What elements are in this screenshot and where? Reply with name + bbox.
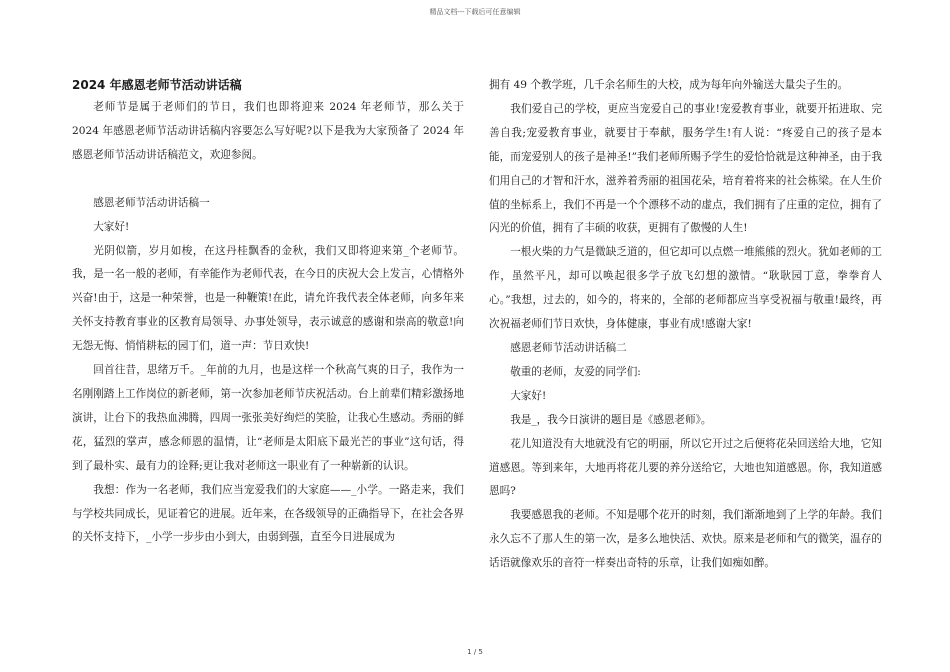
speech2-greeting: 大家好!: [510, 389, 547, 402]
speech1-paragraph-1: 光阴似箭，岁月如梭，在这丹桂飘香的金秋，我们又即将迎来第_个老师节。我，是一名一般的老师，有幸能作为老师代表，在今日的庆祝大会上发言，心情格外兴奋!由于，这是一种荣誉，也是一种鞭策!在此，请允许我代表全体老师，向多年来关怀支持教育事业的区教育局领导、办事处领导，表示诚意的感谢和崇高的敬意!向无怨无悔、悄悄耕耘的园丁们，道一声：节日欢快!: [72, 244, 464, 353]
document-title: 2024 年感恩老师节活动讲话稿: [72, 78, 242, 92]
page-header: 精品文档---下载后可任意编辑: [429, 8, 521, 16]
intro-paragraph: 老师节是属于老师们的节日，我们也即将迎来 2024 年老师节，那么关于 2024 年感恩老师节活动讲话稿内容要怎么写好呢?以下是我为大家预备了 2024 年感恩老师节活动讲话稿范文，欢迎参阅。: [72, 101, 464, 161]
speech2-paragraph-3: 我要感恩我的老师。不知是哪个花开的时刻，我们渐渐地到了上学的年龄。我们永久忘不了那人生的第一次，是多么地快活、欢快。原来是老师和气的微笑，温存的话语就像欢乐的音符一样奏出奇特的乐章，让我们如痴如醉。: [489, 509, 882, 570]
speech1-paragraph-2: 回首往昔，思绪万千。_年前的九月，也是这样一个秋高气爽的日子，我作为一名刚刚踏上工作岗位的新老师，第一次参加老师节庆祝活动。台上前辈们精彩激扬地演讲，让台下的我热血沸腾，四周一张张美好绚烂的笑脸，让我心生感动。秀丽的鲜花，猛烈的掌声，感念师恩的温情，让“老师是太阳底下最光芒的事业”这句话，得到了最朴实、最有力的诠释;更让我对老师这一职业有了一种崭新的认识。: [72, 364, 464, 472]
right-column: [489, 74, 882, 576]
speech2-salutation: 敬重的老师，友爱的同学们:: [510, 365, 641, 378]
speech1-paragraph-4: 我们爱自己的学校，更应当宠爱自己的事业!宠爱教育事业，就要开拓进取、完善自我;宠爱教育事业，就要甘于奉献，服务学生!有人说：“疼爱自己的孩子是本能，而宠爱别人的孩子是神圣!”我们老师所赐予学生的爱恰恰就是这种神圣，由于我们用自己的才智和汗水，滋养着秀丽的祖国花朵，培育着将来的社会栋梁。在人生价值的坐标系上，我们不再是一个个漂移不动的虚点，我们拥有了庄重的定位，拥有了闪光的价值，拥有了丰硕的收获，更拥有了傲慢的人生!: [489, 102, 882, 235]
speech2-paragraph-2: 花儿知道没有大地就没有它的明丽，所以它开过之后便将花朵回送给大地，它知道感恩。等到来年，大地再将花儿要的养分送给它，大地也知道感恩。你，我知道感恩吗?: [489, 437, 882, 498]
speech2-title: 感恩老师节活动讲话稿二: [510, 341, 627, 354]
speech1-paragraph-3: 我想：作为一名老师，我们应当宠爱我们的大家庭——_小学。一路走来，我们与学校共同成长，见证着它的进展。近年来，在各级领导的正确指导下，在社会各界的关怀支持下，_小学一步步由小到大，由弱到强，直至今日进展成为: [72, 483, 464, 544]
speech1-paragraph-3-continued: 拥有 49 个教学班，几千余名师生的大校，成为每年向外输送大量尖子生的。: [489, 79, 849, 91]
left-column: [72, 74, 464, 550]
page-number: 1 / 5: [467, 648, 483, 656]
spacer: [72, 168, 464, 192]
speech1-paragraph-5: 一根火柴的力气是微缺乏道的，但它却可以点燃一堆熊熊的烈火。犹如老师的工作，虽然平凡，却可以唤起很多学子放飞幻想的激情。“耿耿园丁意，拳拳育人心。”我想，过去的，如今的，将来的，全部的老师都应当享受祝福与敬重!最终，再次祝福老师们节日欢快，身体健康，事业有成!感谢大家!: [489, 246, 882, 331]
speech1-greeting: 大家好!: [93, 220, 130, 233]
speech1-title: 感恩老师节活动讲话稿一: [93, 196, 210, 209]
speech2-paragraph-1: 我是_，我今日演讲的题目是《感恩老师》。: [510, 413, 712, 426]
